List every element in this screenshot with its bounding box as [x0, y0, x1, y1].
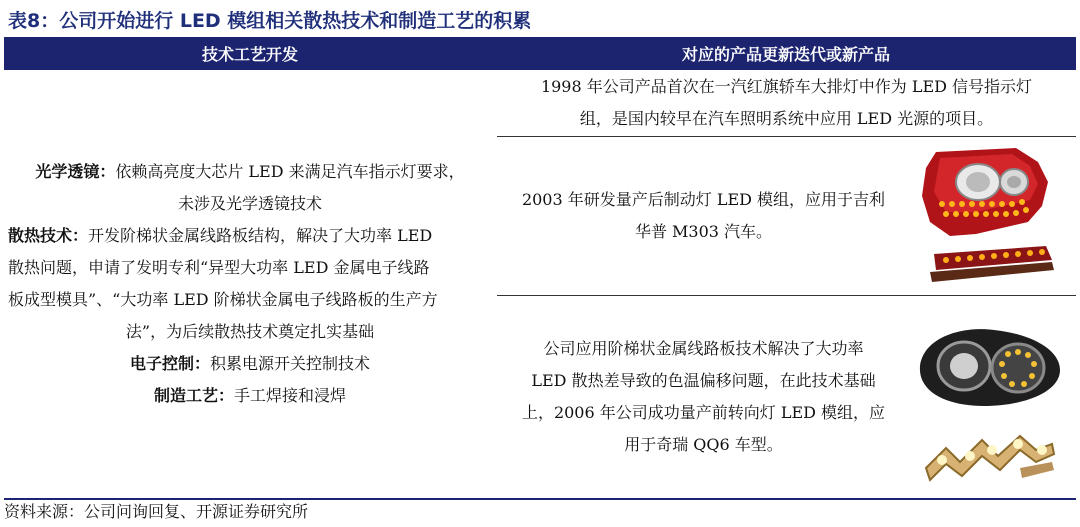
electronics-paragraph [8, 348, 492, 380]
heat-text-4: 法”，为后续散热技术奠定扎实基础 [125, 322, 375, 341]
heat-text-1: 开发阶梯状金属线路板结构，解决了大功率 LED [88, 226, 433, 245]
optics-paragraph [8, 156, 492, 220]
source-note: 资料来源：公司问询回复、开源证券研究所 [4, 502, 309, 521]
headlamp-image [914, 322, 1064, 410]
led-module-graphic [920, 428, 1060, 490]
header-products: 对应的产品更新迭代或新产品 [681, 45, 890, 64]
electronics-text: 积累电源开关控制技术 [210, 354, 371, 373]
manufacturing-paragraph [8, 380, 492, 412]
heat-text-2: 散热问题，申请了发明专利“异型大功率 LED 金属电子线路 [8, 258, 430, 277]
header-tech-development: 技术工艺开发 [201, 45, 298, 64]
headlamp-graphic [914, 322, 1064, 410]
product-row-2006 [497, 296, 910, 498]
heat-text-3: 板成型模具”、“大功率 LED 阶梯状金属电子线路板的生产方 [8, 290, 438, 309]
row-2006-line-4: 用于奇瑞 QQ6 车型。 [624, 435, 783, 454]
brake-lamp-image [916, 142, 1062, 288]
optics-text-2: 未涉及光学透镜技术 [177, 194, 322, 213]
row-2006-line-1: 公司应用阶梯状金属线路板技术解决了大功率 [543, 339, 864, 358]
tech-development-cell [4, 70, 496, 498]
heat-paragraph [8, 220, 492, 348]
heat-label: 散热技术： [8, 226, 89, 245]
row-2003-line-2: 华普 M303 汽车。 [634, 222, 773, 241]
optics-text-1: 依赖高亮度大芯片 LED 来满足汽车指示灯要求， [115, 162, 465, 181]
row-1998-line-2: 组，是国内较早在汽车照明系统中应用 LED 光源的项目。 [579, 109, 994, 128]
product-row-1998 [497, 72, 1076, 134]
row-1998-line-1: 1998 年公司产品首次在一汽红旗轿车大排灯中作为 LED 信号指示灯 [540, 77, 1033, 96]
brake-lamp-graphic [916, 142, 1062, 288]
row-2006-line-2: LED 散热差导致的色温偏移问题，在此技术基础 [531, 371, 876, 390]
product-row-2003 [497, 137, 910, 295]
electronics-label: 电子控制： [129, 354, 210, 373]
row-2006-line-3: 上，2006 年公司成功量产前转向灯 LED 模组，应 [521, 403, 886, 422]
led-module-image [920, 428, 1060, 490]
manufacturing-text: 手工焊接和浸焊 [234, 386, 347, 405]
manufacturing-label: 制造工艺： [153, 386, 234, 405]
optics-label: 光学透镜： [35, 162, 116, 181]
table-title: 表8：公司开始进行 LED 模组相关散热技术和制造工艺的积累 [8, 10, 532, 32]
table-header [4, 37, 1076, 70]
row-2003-line-1: 2003 年研发量产后制动灯 LED 模组，应用于吉利 [521, 190, 886, 209]
